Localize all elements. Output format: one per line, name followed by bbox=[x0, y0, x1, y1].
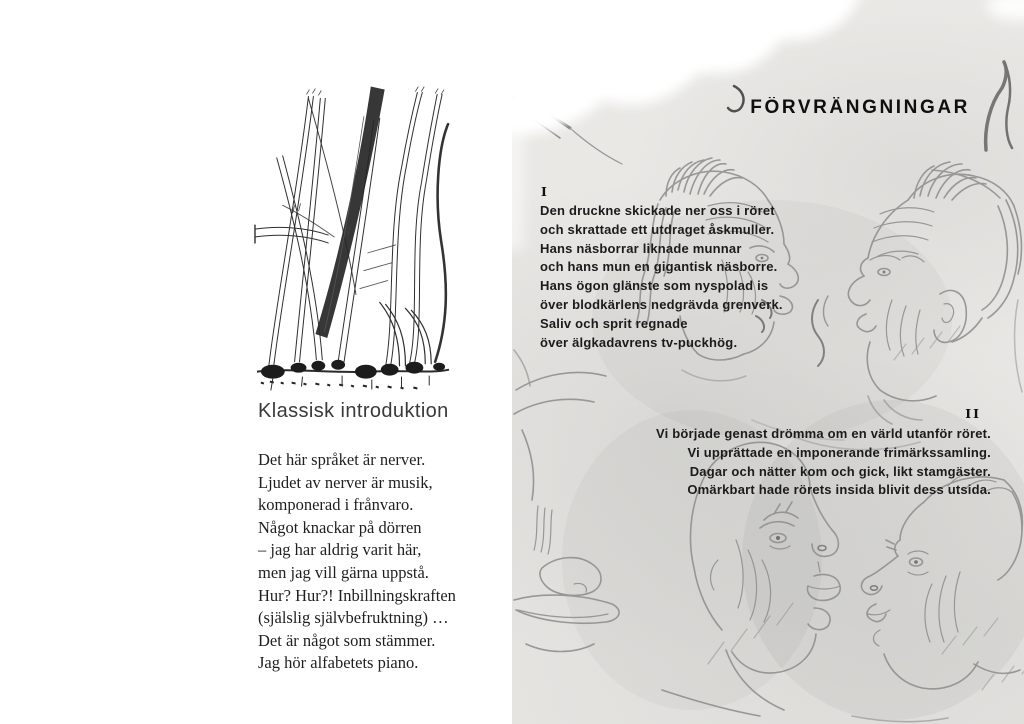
poem-line: över blodkärlens nedgrävda grenverk. bbox=[540, 296, 783, 312]
left-page-title: Klassisk introduktion bbox=[258, 400, 449, 422]
poem-line: och skrattade ett utdraget åskmuller. bbox=[540, 221, 775, 237]
poem-line: Hans ögon glänste som nyspolad is bbox=[540, 278, 769, 294]
poem-line: Saliv och sprit regnade bbox=[540, 315, 688, 331]
ganglia-row bbox=[257, 360, 449, 391]
section-one-numeral: I bbox=[541, 184, 547, 199]
poem-line: – jag har aldrig varit här, bbox=[258, 540, 422, 560]
poem-line: Omärkbart hade rörets insida blivit dess utsida. bbox=[687, 482, 991, 498]
poem-line: Hans näsborrar liknade munnar bbox=[540, 240, 742, 256]
poem-line: men jag vill gärna uppstå. bbox=[258, 562, 429, 582]
right-page bbox=[512, 0, 1024, 724]
poem-section-two-lines bbox=[656, 425, 991, 500]
poem-line: Jag hör alfabetets piano. bbox=[258, 653, 419, 673]
poem-line: Det här språket är nerver. bbox=[258, 450, 426, 469]
poem-section-two bbox=[656, 406, 991, 500]
poem-line: (själslig självbefruktning) … bbox=[258, 608, 449, 628]
poem-line: Hur? Hur?! Inbillningskraften bbox=[258, 585, 456, 605]
poem-line: Det är något som stämmer. bbox=[258, 630, 436, 650]
poem-line: Ljudet av nerver är musik, bbox=[258, 472, 433, 492]
poem-line: Något knackar på dörren bbox=[258, 517, 422, 537]
poem-section-one bbox=[540, 202, 783, 352]
poem-line: Den druckne skickade ner oss i röret bbox=[540, 203, 775, 218]
poem-line: över älgkadavrens tv-puckhög. bbox=[540, 334, 738, 350]
thick-nerve-band bbox=[315, 87, 384, 338]
poem-line: Dagar och nätter kom och gick, likt stamgäster. bbox=[689, 463, 991, 479]
poem-line: Vi började genast drömma om en värld utanför röret. bbox=[655, 426, 991, 441]
section-two-numeral: II bbox=[965, 406, 981, 421]
left-poem bbox=[258, 449, 456, 675]
poem-line: och hans mun en gigantisk näsborre. bbox=[540, 259, 778, 275]
right-page-title: FÖRVRÄNGNINGAR bbox=[750, 97, 970, 118]
nerve-plexus-illustration bbox=[253, 84, 451, 396]
poem-line: komponerad i frånvaro. bbox=[258, 495, 414, 515]
poem-line: Vi upprättade en imponerande frimärkssamling. bbox=[687, 444, 991, 460]
